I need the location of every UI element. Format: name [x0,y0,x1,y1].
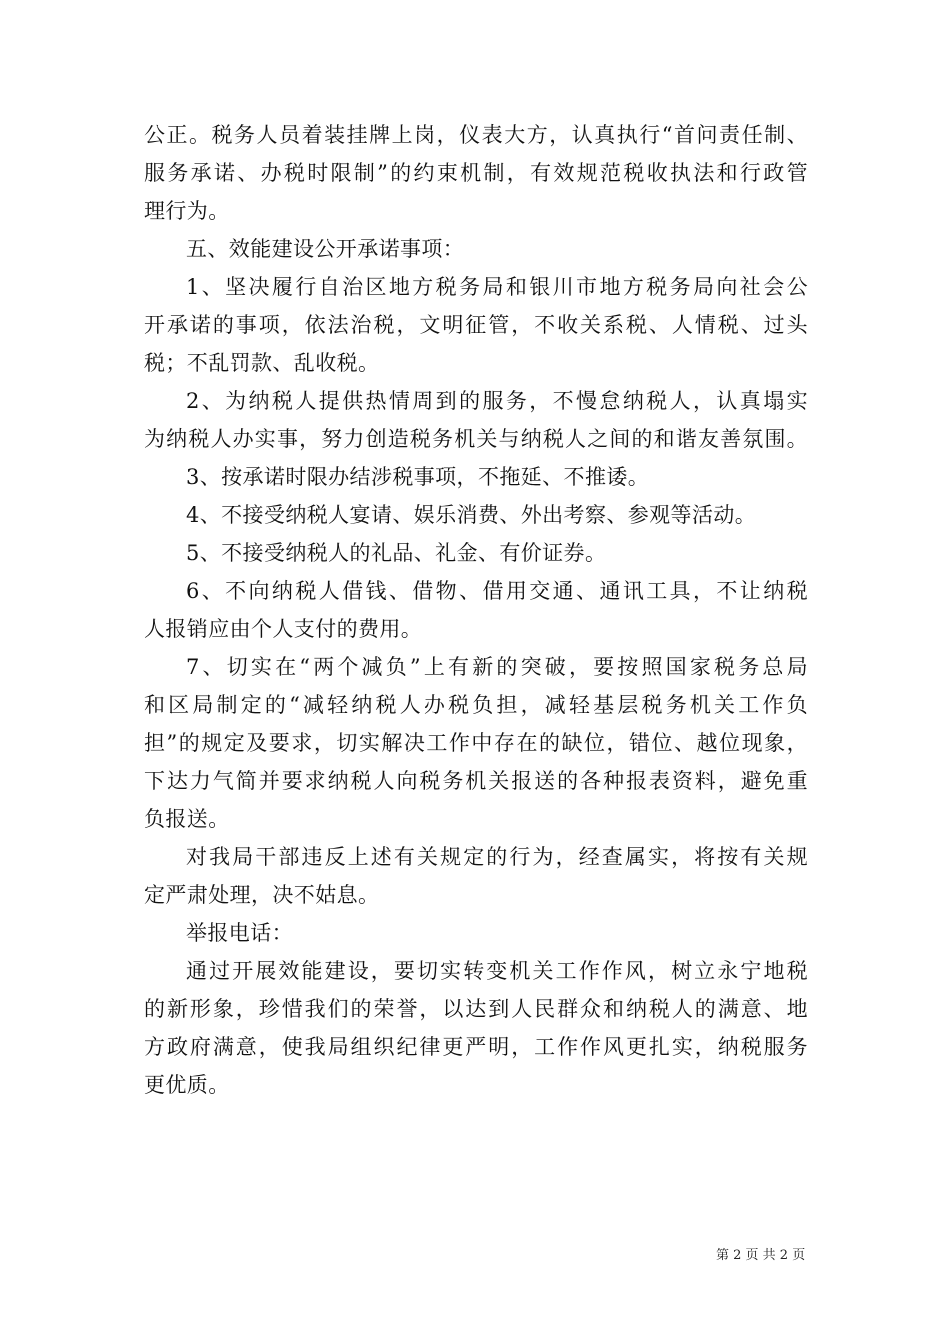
text-line: 公正。税务人员着装挂牌上岗，仪表大方，认真执行“首问责任制、 [144,123,808,147]
text-line: 方政府满意，使我局组织纪律更严明，工作作风更扎实，纳税服务 [144,1035,808,1059]
text-line: 开承诺的事项，依法治税，文明征管，不收关系税、人情税、过头 [144,313,808,337]
text-line: 2、为纳税人提供热情周到的服务，不慢怠纳税人，认真塌实 [186,389,808,413]
text-line: 理行为。 [144,199,230,223]
text-line: 税；不乱罚款、乱收税。 [144,351,380,375]
document-body [144,116,808,1104]
text-line: 1、坚决履行自治区地方税务局和银川市地方税务局向社会公 [186,275,808,299]
text-line: 服务承诺、办税时限制”的约束机制，有效规范税收执法和行政管 [144,161,808,185]
text-line: 对我局干部违反上述有关规定的行为，经查属实，将按有关规 [186,845,808,869]
text-line: 担”的规定及要求，切实解决工作中存在的缺位，错位、越位现象， [144,731,808,755]
page-number: 第 2 页 共 2 页 [716,1248,806,1263]
text-line: 5、不接受纳税人的礼品、礼金、有价证券。 [186,541,607,565]
text-line: 7、切实在“两个减负”上有新的突破，要按照国家税务总局 [186,655,808,679]
text-line: 下达力气简并要求纳税人向税务机关报送的各种报表资料，避免重 [144,769,808,793]
text-line: 4、不接受纳税人宴请、娱乐消费、外出考察、参观等活动。 [186,503,757,527]
text-line: 通过开展效能建设，要切实转变机关工作作风，树立永宁地税 [186,959,808,983]
text-line: 更优质。 [144,1073,230,1097]
text-line: 负报送。 [144,807,230,831]
text-line: 为纳税人办实事，努力创造税务机关与纳税人之间的和谐友善氛围。 [144,427,808,451]
text-line: 3、按承诺时限办结涉税事项，不拖延、不推诿。 [186,465,650,489]
section-heading: 五、效能建设公开承诺事项： [186,237,465,261]
text-line: 6、不向纳税人借钱、借物、借用交通、通讯工具，不让纳税 [186,579,808,603]
text-line: 定严肃处理，决不姑息。 [144,883,380,907]
text-line: 和区局制定的“减轻纳税人办税负担，减轻基层税务机关工作负 [144,693,808,717]
text-line: 的新形象，珍惜我们的荣誉，以达到人民群众和纳税人的满意、地 [144,997,808,1021]
text-line: 人报销应由个人支付的费用。 [144,617,423,641]
text-line: 举报电话： [186,921,293,945]
